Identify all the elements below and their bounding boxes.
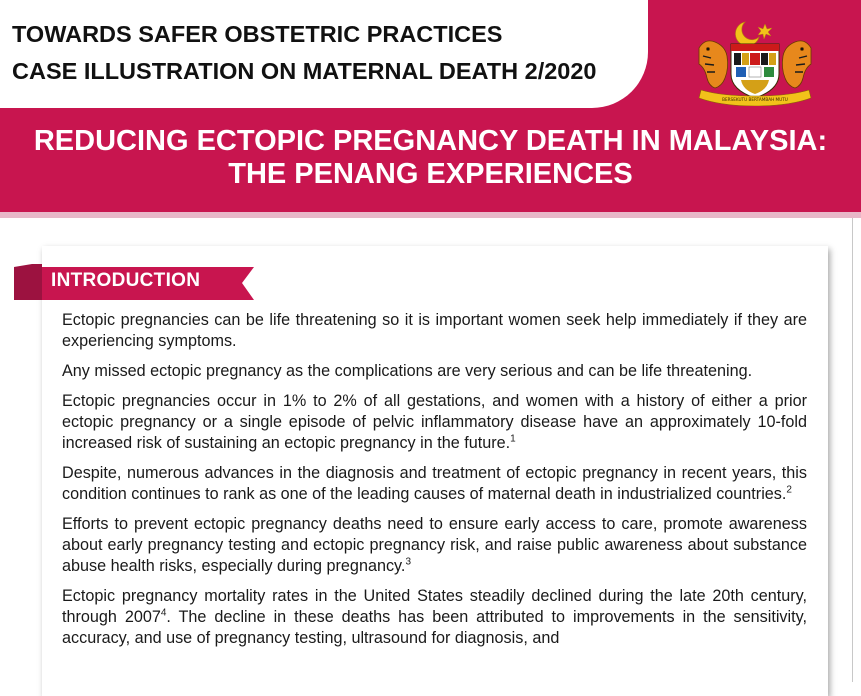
page-edge-line — [852, 218, 853, 682]
document-title-line1: REDUCING ECTOPIC PREGNANCY DEATH IN MALAYSIA: — [33, 125, 828, 157]
citation-ref: 3 — [405, 556, 411, 568]
series-header — [0, 0, 648, 108]
coat-of-arms-icon — [693, 18, 817, 106]
right-tiger — [782, 41, 811, 88]
document-title-line2: THE PENANG EXPERIENCES — [228, 158, 633, 190]
paragraph: Ectopic pregnancies occur in 1% to 2% of all gestations, and women with a history of either a prior ectopic pregnancy or a single episode of pelvic inflammatory disease have an approximately 10-fold increased risk of sustaining an ectopic pregnancy in the future.$^1$ — [62, 392, 807, 452]
citation-ref: 4 — [160, 607, 167, 619]
paragraph: Ectopic pregnancies can be life threatening so it is important women seek help immediately if they are experiencing symptoms. — [62, 311, 807, 350]
paragraph: Efforts to prevent ectopic pregnancy deaths need to ensure early access to care, promote awareness about early pregnancy testing and ectopic pregnancy risk, and raise public awareness about substance abuse health risks, especially during pregnancy.$^3$ — [62, 515, 807, 575]
paragraph: Despite, numerous advances in the diagnosis and treatment of ectopic pregnancy in recent years, this condition continues to rank as one of the leading causes of maternal death in industrialized countries.$^2$ — [62, 464, 807, 503]
series-title-line2: CASE ILLUSTRATION ON MATERNAL DEATH 2/2020 — [12, 58, 597, 84]
paragraph: Ectopic pregnancy mortality rates in the United States steadily declined during the late 20th century, through 2007$^4$. The decline in these deaths has been attributed to improvements in the sensitivity, accuracy, and use of pregnancy testing, ultrasound for diagnosis, and — [62, 587, 807, 647]
series-title-line1: TOWARDS SAFER OBSTETRIC PRACTICES — [12, 21, 503, 47]
citation-ref: 2 — [786, 484, 792, 496]
body-text — [62, 310, 807, 658]
left-tiger — [699, 41, 728, 88]
citation-ref: 1 — [510, 433, 516, 445]
document-title — [0, 125, 861, 191]
banner-divider — [0, 212, 861, 218]
section-title: INTRODUCTION — [51, 270, 201, 291]
svg-text:BERSEKUTU BERTAMBAH MUTU: BERSEKUTU BERTAMBAH MUTU — [722, 97, 788, 102]
paragraph: Any missed ectopic pregnancy as the complications are very serious and can be life threatening. — [62, 362, 753, 380]
